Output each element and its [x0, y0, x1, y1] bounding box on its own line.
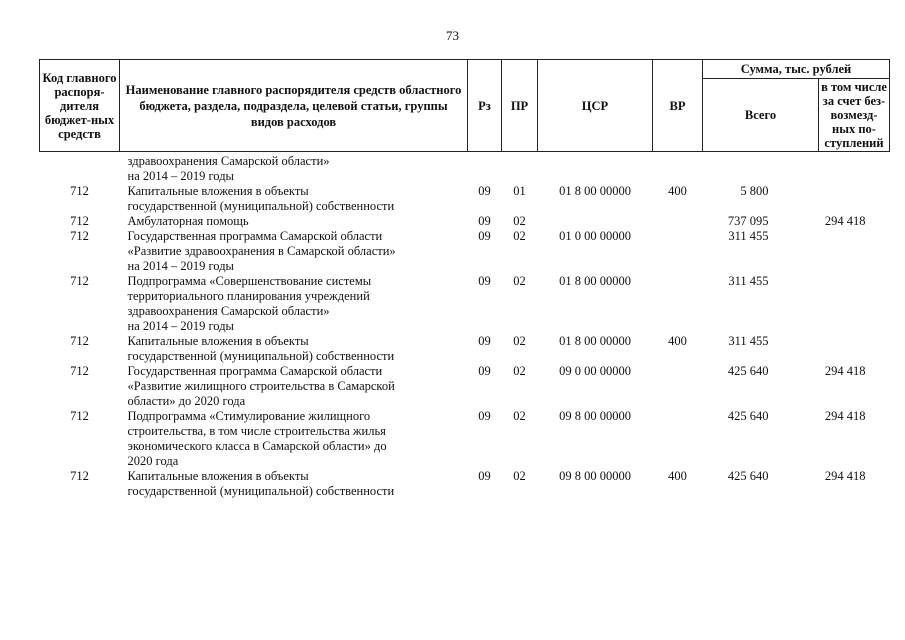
header-code: Код главного распоря-дителя бюджет-ных средств	[40, 60, 120, 152]
cell-code: 712	[70, 229, 89, 243]
cell-pr: 01	[513, 184, 526, 198]
cell-rz: 09	[478, 409, 491, 423]
cell-name: Подпрограмма «Стимулирование жилищного строительства, в том числе строительства жилья экономического класса в Самарской области» до 2020 года	[127, 409, 387, 468]
table-body	[40, 152, 890, 500]
cell-vr: 400	[668, 184, 687, 198]
cell-csr: 09 8 00 00000	[559, 469, 631, 483]
cell-code	[40, 152, 120, 185]
cell-csr: 01 0 00 00000	[559, 229, 631, 243]
cell-total: 425 640	[727, 469, 769, 483]
cell-name: Амбулаторная помощь	[127, 214, 249, 228]
cell-name: Государственная программа Самарской области «Развитие жилищного строительства в Самарской области» до 2020 года	[127, 364, 395, 408]
cell-free: 294 418	[824, 214, 866, 228]
cell-csr: 01 8 00 00000	[559, 184, 631, 198]
cell-code: 712	[70, 274, 89, 288]
table-row	[40, 214, 890, 229]
cell-pr: 02	[513, 334, 526, 348]
cell-total: 311 455	[728, 274, 769, 288]
cell-code: 712	[70, 214, 89, 228]
cell-vr	[653, 229, 703, 274]
cell-vr	[653, 152, 703, 185]
cell-rz: 09	[478, 229, 491, 243]
cell-total: 737 095	[727, 214, 769, 228]
cell-pr: 02	[513, 274, 526, 288]
budget-table	[39, 59, 890, 499]
header-csr: ЦСР	[538, 60, 653, 152]
table-row	[40, 334, 890, 364]
cell-pr: 02	[513, 469, 526, 483]
cell-name: Капитальные вложения в объекты государственной (муниципальной) собственности	[127, 334, 395, 363]
cell-total	[703, 152, 819, 185]
cell-total: 311 455	[728, 229, 769, 243]
cell-vr: 400	[668, 334, 687, 348]
cell-code: 712	[70, 409, 89, 423]
cell-vr	[653, 364, 703, 409]
cell-name: Капитальные вложения в объекты государственной (муниципальной) собственности	[127, 469, 395, 498]
header-vr: ВР	[653, 60, 703, 152]
table-row	[40, 409, 890, 469]
table-header	[40, 60, 890, 152]
page-number: 73	[446, 28, 459, 43]
header-name: Наименование главного распорядителя средств областного бюджета, раздела, подраздела, целевой статьи, группы видов расходов	[120, 60, 468, 152]
cell-free	[819, 334, 890, 364]
cell-pr: 02	[513, 364, 526, 378]
cell-vr: 400	[668, 469, 687, 483]
cell-rz: 09	[478, 184, 491, 198]
cell-vr	[653, 409, 703, 469]
cell-rz: 09	[478, 469, 491, 483]
cell-total: 311 455	[728, 334, 769, 348]
cell-free	[819, 152, 890, 185]
header-rz: Рз	[468, 60, 502, 152]
table-row	[40, 229, 890, 274]
cell-free	[819, 229, 890, 274]
cell-pr: 02	[513, 409, 526, 423]
table-row	[40, 469, 890, 499]
cell-free	[819, 274, 890, 334]
cell-rz: 09	[478, 364, 491, 378]
cell-code: 712	[70, 364, 89, 378]
cell-csr: 09 0 00 00000	[559, 364, 631, 378]
table-row	[40, 184, 890, 214]
cell-csr	[538, 152, 653, 185]
cell-vr	[653, 274, 703, 334]
cell-vr	[653, 214, 703, 229]
cell-csr: 01 8 00 00000	[559, 334, 631, 348]
cell-code: 712	[70, 334, 89, 348]
cell-csr: 09 8 00 00000	[559, 409, 631, 423]
cell-pr: 02	[513, 229, 526, 243]
cell-free: 294 418	[824, 364, 866, 378]
cell-rz	[468, 152, 502, 185]
table-row	[40, 152, 890, 185]
cell-code: 712	[70, 184, 89, 198]
cell-csr: 01 8 00 00000	[559, 274, 631, 288]
cell-code: 712	[70, 469, 89, 483]
cell-free: 294 418	[824, 469, 866, 483]
cell-csr	[538, 214, 653, 229]
cell-total: 425 640	[727, 409, 769, 423]
cell-rz: 09	[478, 334, 491, 348]
table-row	[40, 364, 890, 409]
cell-pr: 02	[513, 214, 526, 228]
cell-name: Капитальные вложения в объекты государственной (муниципальной) собственности	[127, 184, 395, 213]
cell-pr	[502, 152, 538, 185]
cell-rz: 09	[478, 214, 491, 228]
cell-name: Государственная программа Самарской области «Развитие здравоохранения в Самарской области» на 2014 – 2019 годы	[127, 229, 396, 273]
header-total: Всего	[703, 79, 819, 152]
header-sum: Сумма, тыс. рублей	[703, 60, 890, 79]
cell-name: здравоохранения Самарской области» на 2014 – 2019 годы	[127, 154, 330, 183]
header-pr: ПР	[502, 60, 538, 152]
cell-name: Подпрограмма «Совершенствование системы территориального планирования учреждений здравоохранения Самарской области» на 2014 – 2019 годы	[127, 274, 372, 333]
header-free: в том числе за счет без-возмезд-ных по-ступлений	[819, 79, 890, 152]
cell-free: 294 418	[824, 409, 866, 423]
cell-total: 425 640	[727, 364, 769, 378]
cell-free	[819, 184, 890, 214]
table-row	[40, 274, 890, 334]
cell-total: 5 800	[740, 184, 769, 198]
cell-rz: 09	[478, 274, 491, 288]
